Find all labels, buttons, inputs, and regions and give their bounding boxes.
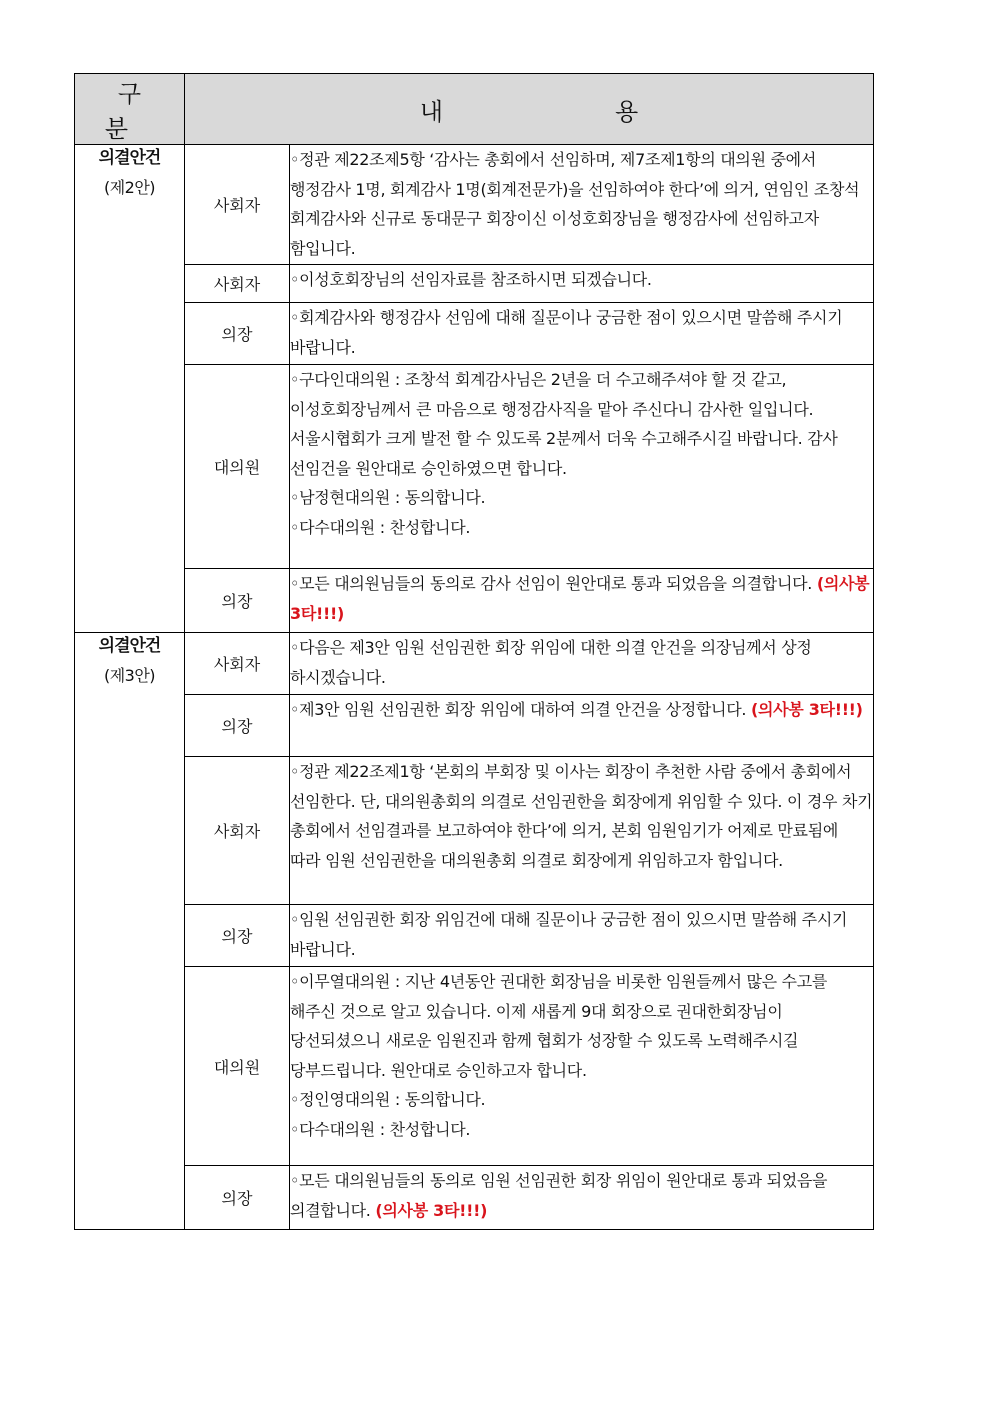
content-cell [290, 905, 874, 967]
gavel-note: (의사봉 3타!!!) [290, 574, 870, 623]
header-content-left: 내 [419, 97, 443, 126]
gavel-note: (의사봉 3타!!!) [750, 700, 863, 719]
speaker-cell: 대의원 [185, 365, 290, 569]
content-line: ◦회계감사와 행정감사 선임에 대해 질문이나 궁금한 점이 있으시면 말씀해 주시기 바랍니다. [290, 308, 843, 357]
agenda-title: 의결안건 [98, 636, 161, 656]
table-row [75, 1166, 874, 1230]
content-line: ◦정인영대의원 : 동의합니다. [290, 1090, 486, 1109]
content-line: ◦정관 제22조제1항 ‘본회의 부회장 및 이사는 회장이 추천한 사람 중에서 총회에서 선임한다. 단, 대의원총회의 의결로 선임권한을 회장에게 위임할 수 있다. 이 경우 차기 총회에서 선임결과를 보고하여야 한다’에 의거, 본회 임원임기가 어제로 만료됨에 따라 임원 선임권한을 대의원총회 의결로 회장에게 위임하고자 함입니다. [290, 762, 873, 870]
content-line: ◦남정현대의원 : 동의합니다. [290, 488, 486, 507]
content-cell [290, 569, 874, 633]
content-line: ◦이성호회장님의 선임자료를 참조하시면 되겠습니다. [290, 270, 652, 289]
content-line: ◦다음은 제3안 임원 선임권한 회장 위임에 대한 의결 안건을 의장님께서 상정 하시겠습니다. [290, 638, 812, 687]
speaker-cell: 대의원 [185, 967, 290, 1166]
agenda-title: 의결안건 [98, 148, 161, 168]
content-cell [290, 757, 874, 905]
speaker-cell: 의장 [185, 303, 290, 365]
content-cell [290, 1166, 874, 1230]
content-line: ◦다수대의원 : 찬성합니다. [290, 517, 471, 537]
content-cell [290, 365, 874, 569]
table-row [75, 365, 874, 569]
table-row [75, 569, 874, 633]
table-row [75, 757, 874, 905]
content-cell [290, 967, 874, 1166]
content-text: ◦모든 대의원님들의 동의로 감사 선임이 원안대로 통과 되었음을 의결합니다. [290, 574, 813, 593]
header-gubun: 구 분 [75, 74, 185, 145]
speaker-cell: 의장 [185, 695, 290, 757]
content-cell [290, 145, 874, 265]
speaker-cell: 사회자 [185, 633, 290, 695]
content-cell [290, 265, 874, 303]
table-row [75, 695, 874, 757]
content-text: ◦제3안 임원 선임권한 회장 위임에 대하여 의결 안건을 상정합니다. [290, 700, 747, 719]
speaker-cell: 사회자 [185, 757, 290, 905]
content-text: ◦모든 대의원님들의 동의로 임원 선임권한 회장 위임이 원안대로 통과 되었음을 의결합니다. [290, 1171, 828, 1220]
agenda-number: (제3안) [103, 666, 156, 685]
content-line: ◦임원 선임권한 회장 위임건에 대해 질문이나 궁금한 점이 있으시면 말씀해 주시기 바랍니다. [290, 910, 848, 959]
content-line: ◦이무열대의원 : 지난 4년동안 권대한 회장님을 비롯한 임원들께서 많은 수고를 해주신 것으로 알고 있습니다. 이제 새롭게 9대 회장으로 권대한회장님이 당선되셨으니 새로운 임원진과 함께 협회가 성장할 수 있도록 노력해주시길 당부드립니다. 원안대로 승인하고자 합니다. [290, 972, 828, 1080]
table-header-row [75, 74, 874, 145]
content-line [290, 1166, 873, 1225]
table-row [75, 967, 874, 1166]
content-line: ◦구다인대의원 : 조창석 회계감사님은 2년을 더 수고해주셔야 할 것 같고, 이성호회장님께서 큰 마음으로 행정감사직을 맡아 주신다니 감사한 일입니다. 서울시협회가 크게 발전 할 수 있도록 2분께서 더욱 수고해주시길 바랍니다. 감사 선임건을 원안대로 승인하였으면 합니다. [290, 370, 838, 478]
header-content-right: 용 [615, 97, 639, 126]
content-cell [290, 303, 874, 365]
agenda-number: (제2안) [103, 178, 156, 197]
table-row [75, 905, 874, 967]
speaker-cell: 의장 [185, 1166, 290, 1230]
agenda-cell-3 [75, 633, 185, 1230]
table-row [75, 265, 874, 303]
content-line [290, 569, 873, 628]
content-line: ◦정관 제22조제5항 ‘감사는 총회에서 선임하며, 제7조제1항의 대의원 중에서 행정감사 1명, 회계감사 1명(회계전문가)을 선임하여야 한다’에 의거, 연임인 조창석 회계감사와 신규로 동대문구 회장이신 이성호회장님을 행정감사에 선임하고자 함입니다. [290, 150, 860, 258]
header-content [185, 74, 874, 145]
speaker-cell: 의장 [185, 569, 290, 633]
content-cell [290, 695, 874, 757]
minutes-table [74, 73, 874, 1230]
table-row [75, 145, 874, 265]
table-row [75, 633, 874, 695]
speaker-cell: 사회자 [185, 145, 290, 265]
content-line: ◦다수대의원 : 찬성합니다. [290, 1119, 471, 1139]
gavel-note: (의사봉 3타!!!) [375, 1200, 488, 1220]
agenda-cell-2 [75, 145, 185, 633]
speaker-cell: 사회자 [185, 265, 290, 303]
speaker-cell: 의장 [185, 905, 290, 967]
content-cell [290, 633, 874, 695]
table-row [75, 303, 874, 365]
content-line [290, 695, 873, 725]
